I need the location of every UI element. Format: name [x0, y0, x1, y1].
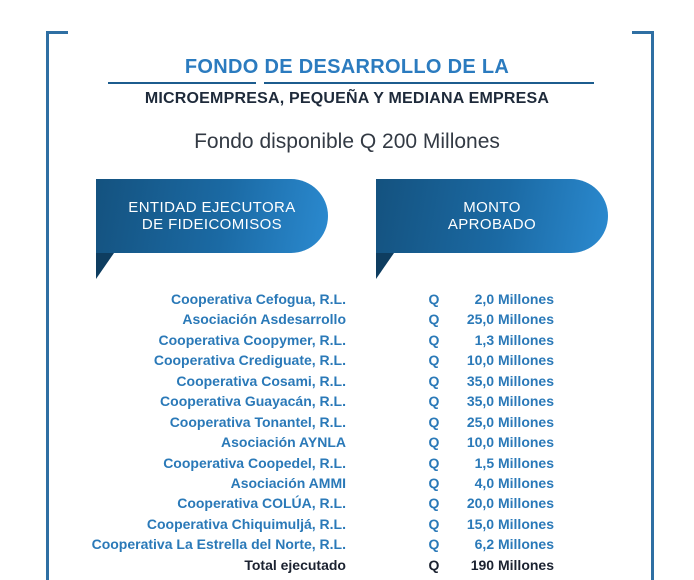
total-currency: Q	[428, 557, 440, 573]
row-amount: 35,0 Millones	[466, 373, 554, 389]
row-amount: 10,0 Millones	[466, 352, 554, 368]
row-entity: Asociación Asdesarrollo	[182, 311, 346, 327]
row-currency: Q	[428, 393, 440, 409]
amount-header-fold	[376, 253, 394, 279]
entity-column-header	[96, 179, 328, 253]
title-line-2: MICROEMPRESA, PEQUEÑA Y MEDIANA EMPRESA	[144, 90, 550, 107]
row-entity: Cooperativa Guayacán, R.L.	[160, 393, 346, 409]
entity-header-label: ENTIDAD EJECUTORA DE FIDEICOMISOS	[128, 199, 296, 233]
frame-right-vertical	[651, 31, 654, 580]
row-entity: Cooperativa Cefogua, R.L.	[170, 291, 346, 307]
row-currency: Q	[428, 536, 440, 552]
row-amount: 25,0 Millones	[466, 414, 554, 430]
row-currency: Q	[428, 434, 440, 450]
row-entity: Cooperativa Crediguate, R.L.	[153, 352, 346, 368]
row-entity: Cooperativa Coopedel, R.L.	[163, 455, 346, 471]
row-currency: Q	[428, 495, 440, 511]
row-currency: Q	[428, 414, 440, 430]
row-entity: Cooperativa La Estrella del Norte, R.L.	[91, 536, 346, 552]
title-underline-left	[108, 82, 256, 84]
row-amount: 25,0 Millones	[466, 311, 554, 327]
row-amount: 20,0 Millones	[466, 495, 554, 511]
row-currency: Q	[428, 311, 440, 327]
row-amount: 4,0 Millones	[474, 475, 554, 491]
frame-left-top-horizontal	[46, 31, 68, 34]
amount-header-label: MONTO APROBADO	[447, 199, 537, 233]
row-amount: 1,5 Millones	[474, 455, 554, 471]
entity-header-fold	[96, 253, 114, 279]
row-entity: Cooperativa Tonantel, R.L.	[169, 414, 346, 430]
row-entity: Asociación AMMI	[230, 475, 346, 491]
title-underline-right	[264, 82, 594, 84]
row-amount: 10,0 Millones	[466, 434, 554, 450]
row-amount: 6,2 Millones	[474, 536, 554, 552]
row-entity: Cooperativa Chiquimuljá, R.L.	[146, 516, 346, 532]
row-entity: Cooperativa Cosami, R.L.	[176, 373, 346, 389]
row-entity: Cooperativa Coopymer, R.L.	[158, 332, 346, 348]
row-entity: Cooperativa COLÚA, R.L.	[177, 495, 346, 511]
row-currency: Q	[428, 352, 440, 368]
row-amount: 1,3 Millones	[474, 332, 554, 348]
row-amount: 35,0 Millones	[466, 393, 554, 409]
row-currency: Q	[428, 516, 440, 532]
total-label: Total ejecutado	[244, 557, 346, 573]
row-amount: 2,0 Millones	[474, 291, 554, 307]
row-currency: Q	[428, 475, 440, 491]
row-amount: 15,0 Millones	[466, 516, 554, 532]
row-currency: Q	[428, 332, 440, 348]
amount-column-header	[376, 179, 608, 253]
row-currency: Q	[428, 291, 440, 307]
row-entity: Asociación AYNLA	[221, 434, 346, 450]
total-amount: 190 Millones	[470, 557, 554, 573]
row-currency: Q	[428, 373, 440, 389]
title-line-1: FONDO DE DESARROLLO DE LA	[184, 56, 510, 78]
fund-available-text: Fondo disponible Q 200 Millones	[194, 130, 500, 153]
row-currency: Q	[428, 455, 440, 471]
